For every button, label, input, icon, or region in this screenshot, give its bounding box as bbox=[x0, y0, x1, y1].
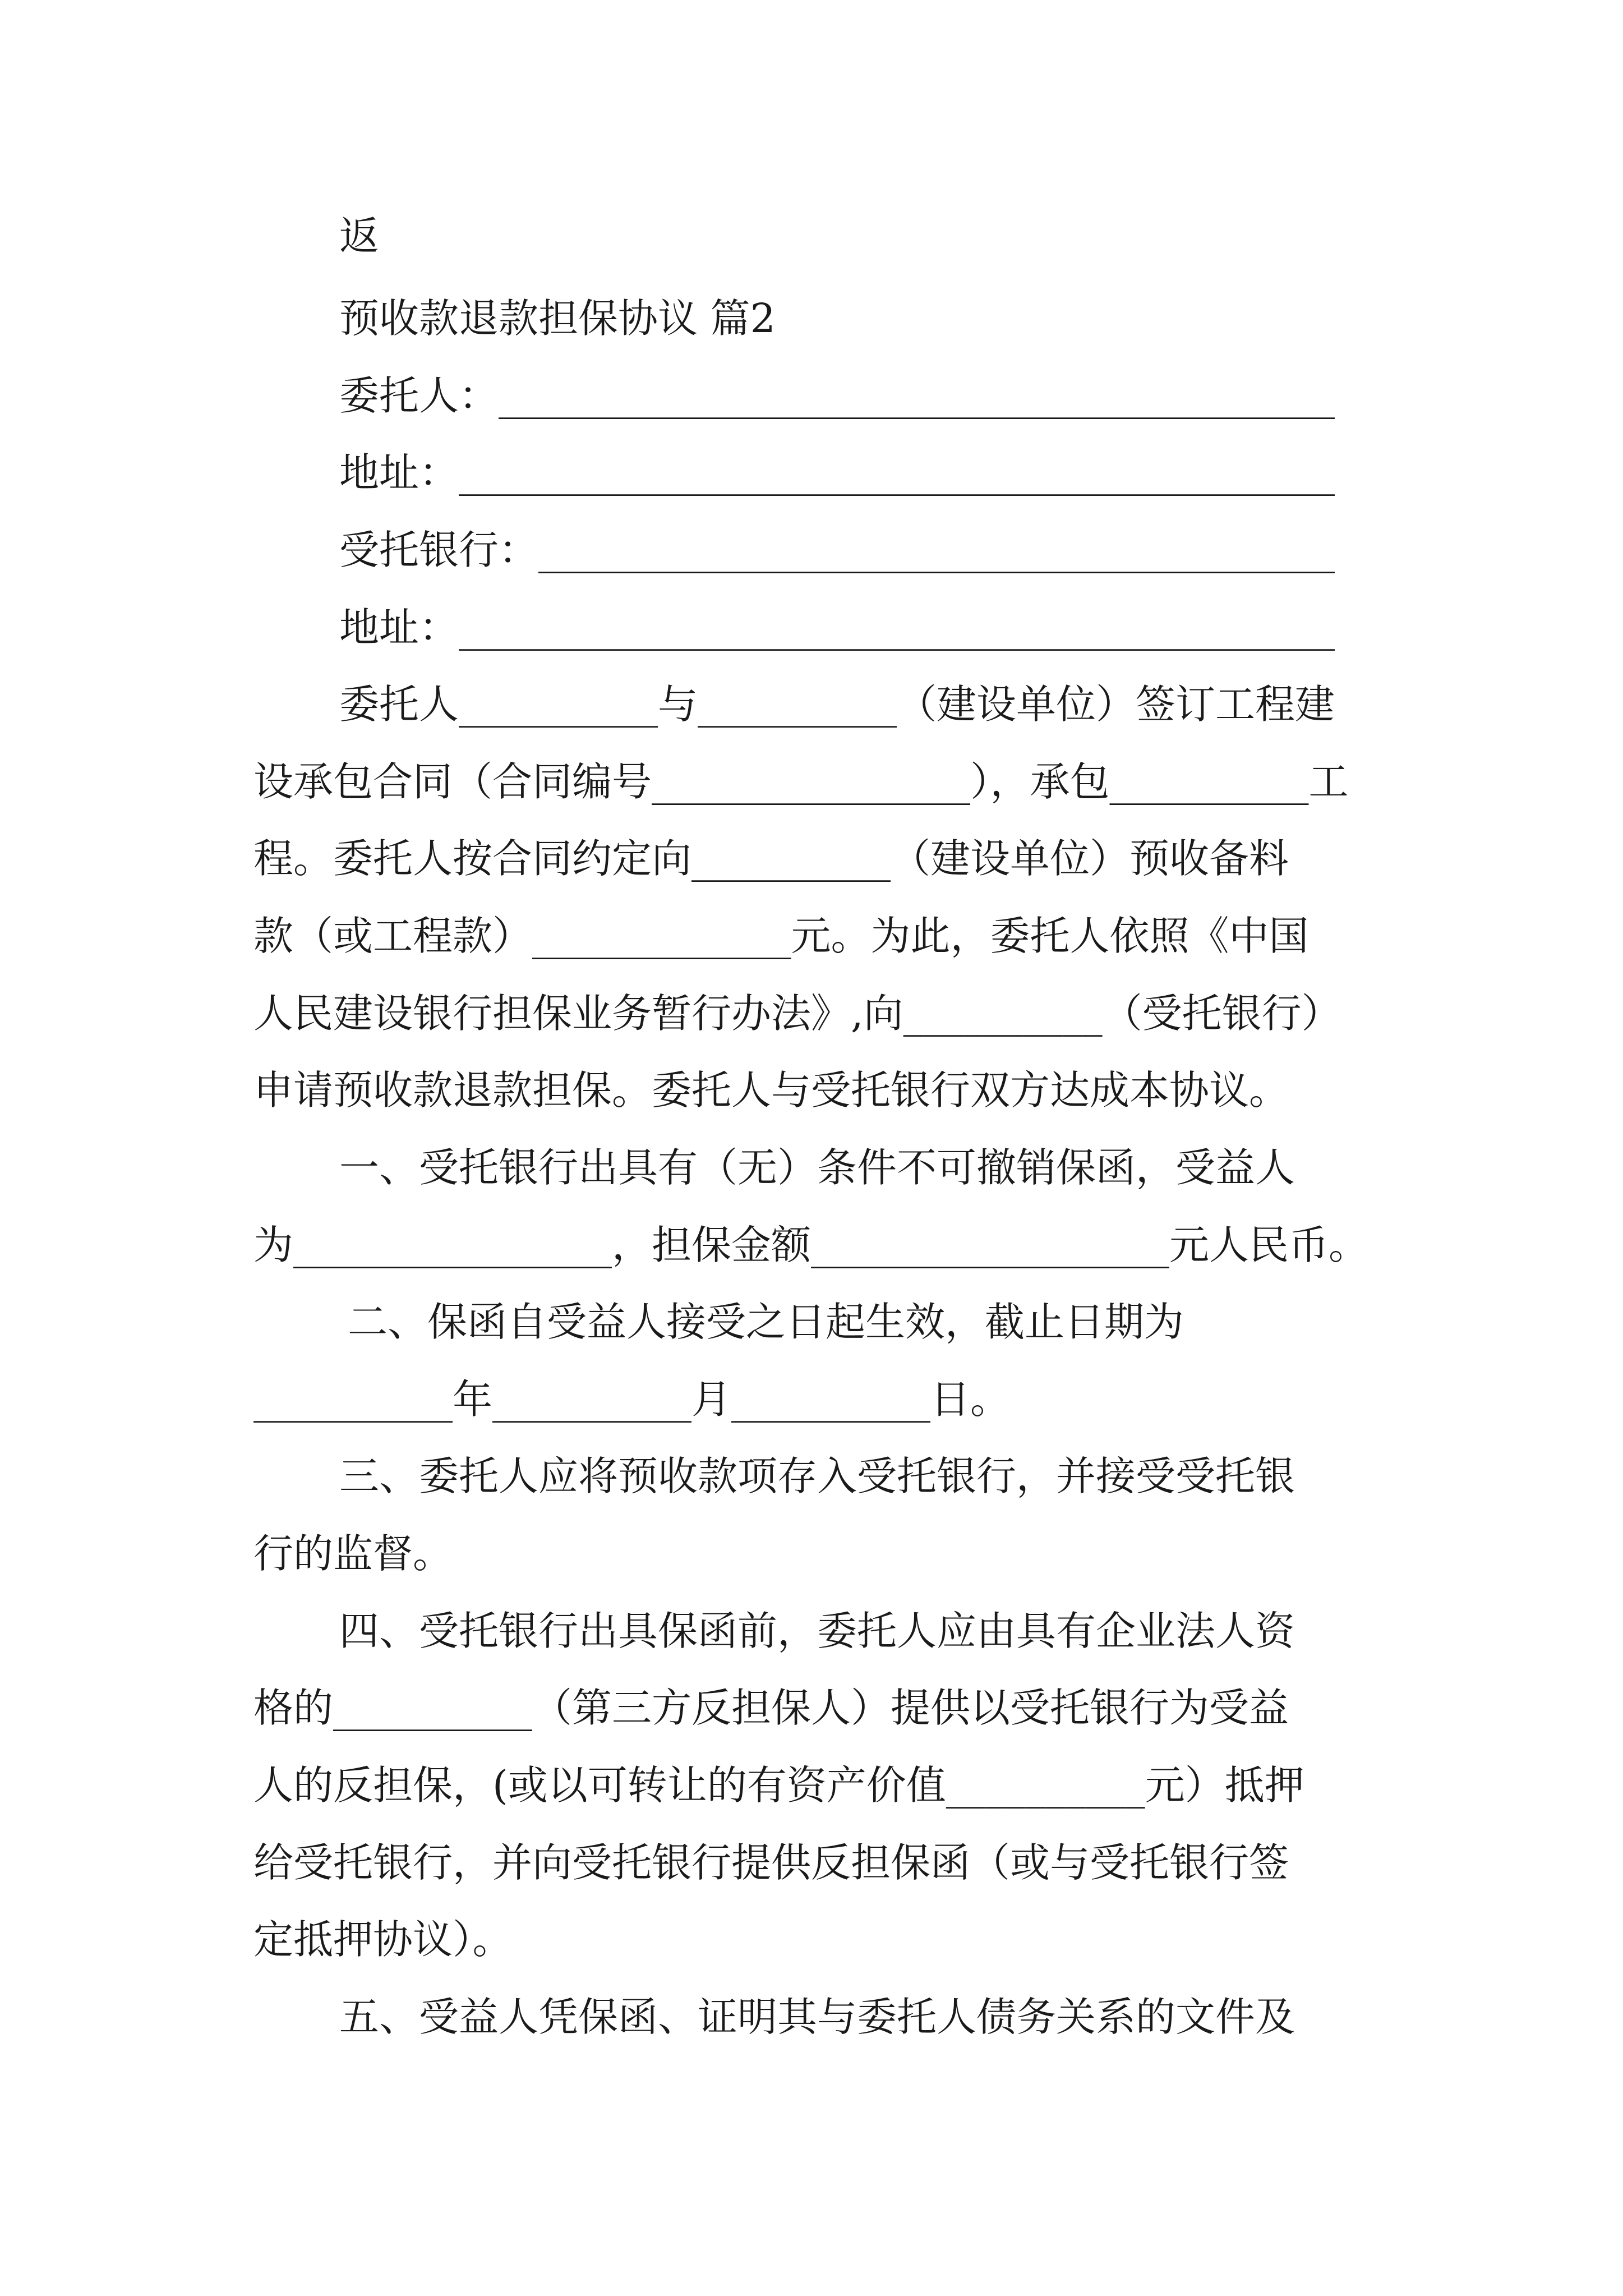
clause-2-line: 二、保函自受益人接受之日起生效，截止日期为 bbox=[348, 1299, 1184, 1345]
principal-field: 委托人：__________________________________________ bbox=[339, 372, 1335, 419]
trustee-bank-address-field: 地址：____________________________________________ bbox=[339, 604, 1335, 651]
paragraph-line: 程。委托人按合同约定向__________（建设单位）预收备料 bbox=[253, 835, 1289, 882]
paragraph-line: 款（或工程款）_____________元。为此，委托人依照《中国 bbox=[253, 913, 1309, 959]
clause-3-line: 行的监督。 bbox=[253, 1530, 453, 1577]
clause-2-line: __________年__________月__________日。 bbox=[253, 1376, 1011, 1423]
section-heading: 预收款退款担保协议 篇2 bbox=[339, 295, 776, 342]
clause-4-line: 人的反担保，(或以可转让的有资产价值__________元）抵押 bbox=[253, 1762, 1304, 1809]
clause-5-line: 五、受益人凭保函、证明其与委托人债务关系的文件及 bbox=[339, 1994, 1295, 2040]
clause-1-line: 为________________，担保金额__________________元人民币。 bbox=[253, 1222, 1369, 1268]
paragraph-line: 申请预收款退款担保。委托人与受托银行双方达成本协议。 bbox=[253, 1067, 1289, 1114]
paragraph-line: 设承包合同（合同编号________________），承包__________工 bbox=[253, 758, 1349, 805]
clause-4-line: 四、受托银行出具保函前，委托人应由具有企业法人资 bbox=[339, 1608, 1295, 1654]
text-line: 返 bbox=[339, 213, 380, 259]
clause-4-line: 定抵押协议）。 bbox=[253, 1916, 513, 1963]
clause-1-line: 一、受托银行出具有（无）条件不可撤销保函，受益人 bbox=[339, 1144, 1295, 1191]
paragraph-line: 人民建设银行担保业务暂行办法》,向__________（受托银行） bbox=[253, 990, 1341, 1037]
trustee-bank-field: 受托银行：________________________________________ bbox=[339, 527, 1335, 573]
paragraph-line: 委托人__________与__________（建设单位）签订工程建 bbox=[339, 681, 1335, 728]
principal-address-field: 地址：____________________________________________ bbox=[339, 449, 1335, 496]
clause-4-line: 给受托银行，并向受托银行提供反担保函（或与受托银行签 bbox=[253, 1839, 1289, 1886]
clause-4-line: 格的__________（第三方反担保人）提供以受托银行为受益 bbox=[253, 1685, 1289, 1731]
clause-3-line: 三、委托人应将预收款项存入受托银行，并接受受托银 bbox=[339, 1453, 1295, 1499]
